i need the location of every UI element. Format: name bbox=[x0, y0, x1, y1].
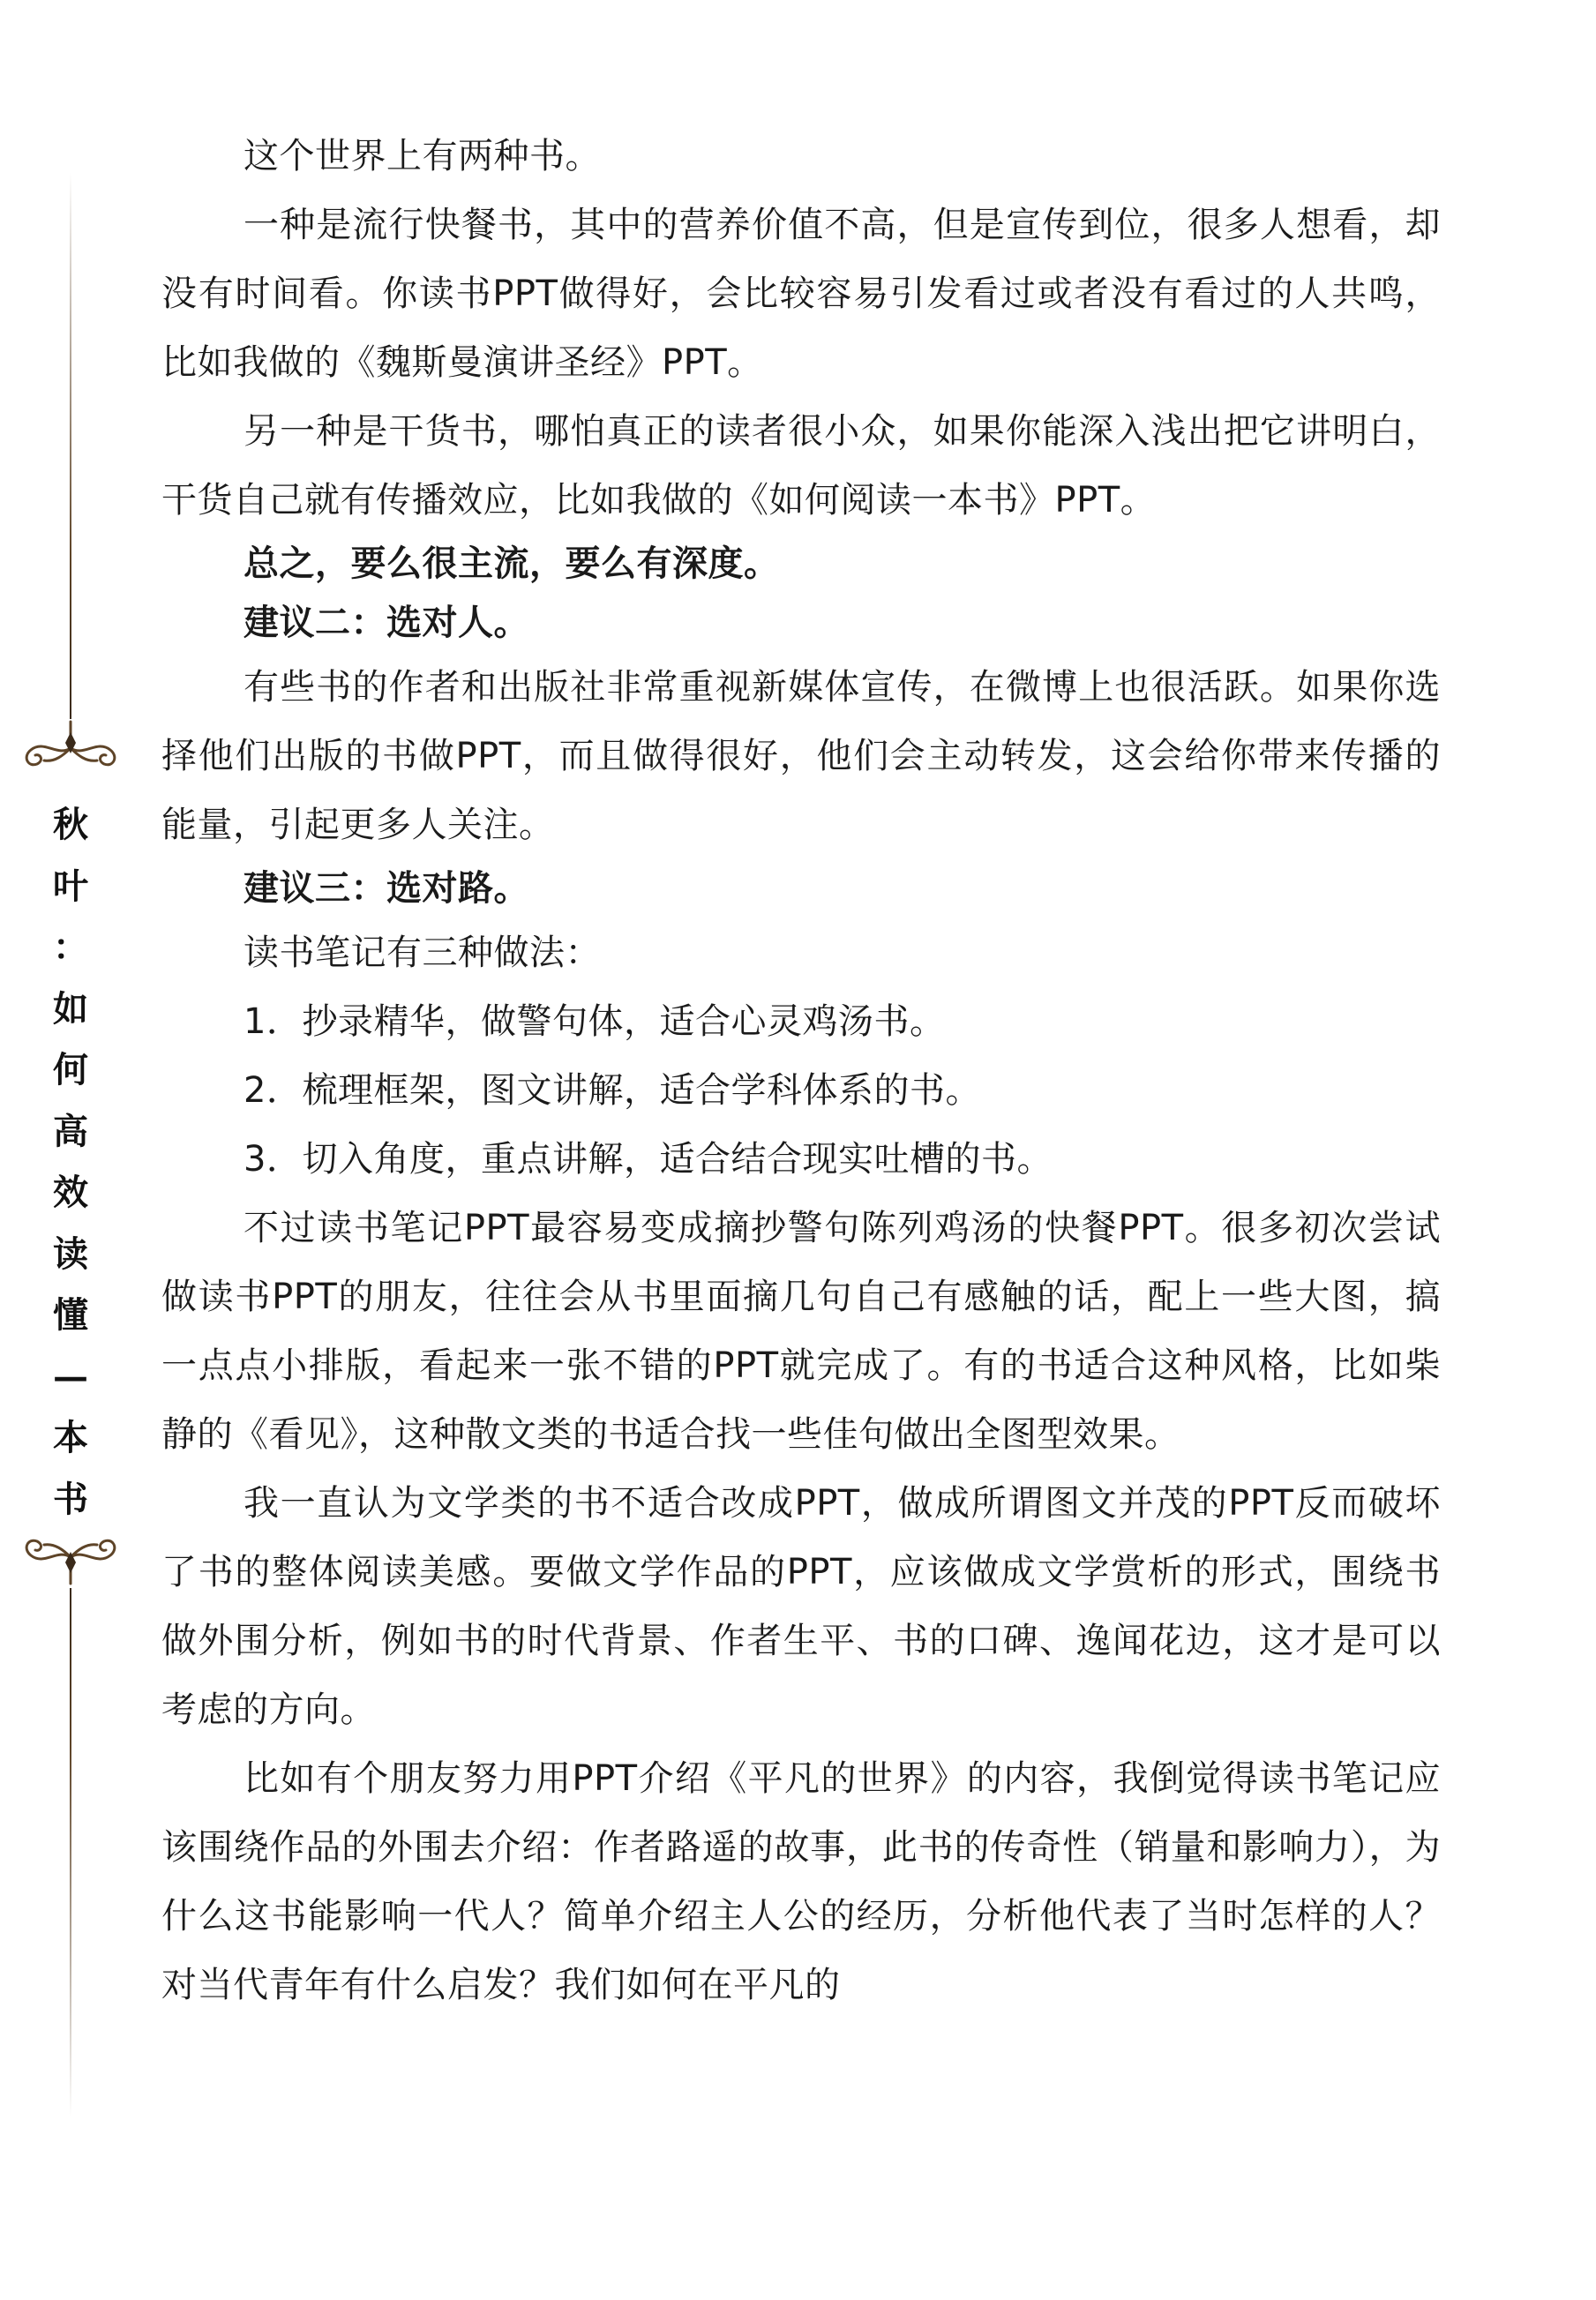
list-item: 3．切入角度，重点讲解，适合结合现实吐槽的书。 bbox=[244, 1139, 1053, 1180]
section-heading: 建议二：选对人。 bbox=[244, 603, 529, 643]
title-char: — bbox=[53, 1355, 88, 1397]
title-char: 读 bbox=[53, 1232, 88, 1275]
summary-heading: 总之，要么很主流，要么有深度。 bbox=[244, 543, 780, 584]
title-char: ： bbox=[53, 926, 88, 968]
article-body bbox=[161, 122, 1441, 2019]
list-item: 2．梳理框架，图文讲解，适合学科体系的书。 bbox=[244, 1070, 981, 1111]
scroll-ornament-icon bbox=[9, 713, 132, 783]
paragraph: 不过读书笔记PPT最容易变成摘抄警句陈列鸡汤的快餐PPT。很多初次尝试做读书PPT的朋友，往往会从书里面摘几句自己有感触的话，配上一些大图，搞一点点小排版，看起来一张不错的PPT就完成了。有的书适合这种风格，比如柴静的《看见》，这种散文类的书适合找一些佳句做出全图型效果。 bbox=[161, 1208, 1441, 1455]
title-char: 本 bbox=[53, 1417, 88, 1458]
paragraph: 另一种是干货书，哪怕真正的读者很小众，如果你能深入浅出把它讲明白，干货自己就有传播效应，比如我做的《如何阅读一本书》PPT。 bbox=[161, 411, 1441, 521]
title-char: 高 bbox=[53, 1110, 88, 1152]
paragraph: 比如有个朋友努力用PPT介绍《平凡的世界》的内容，我倒觉得读书笔记应该围绕作品的外围去介绍：作者路遥的故事，此书的传奇性（销量和影响力），为什么这书能影响一代人？简单介绍主人公的经历，分析他代表了当时怎样的人？对当代青年有什么启发？我们如何在平凡的 bbox=[161, 1758, 1441, 2005]
title-char: 效 bbox=[53, 1172, 88, 1213]
paragraph: 这个世界上有两种书。 bbox=[244, 136, 601, 176]
title-char: 叶 bbox=[53, 865, 88, 907]
title-char: 秋 bbox=[53, 804, 88, 845]
sidebar-decoration bbox=[0, 0, 141, 2300]
title-char: 何 bbox=[53, 1049, 88, 1090]
title-char: 书 bbox=[53, 1478, 88, 1520]
section-heading: 建议三：选对路。 bbox=[244, 868, 529, 909]
paragraph: 一种是流行快餐书，其中的营养价值不高，但是宣传到位，很多人想看，却没有时间看。你读书PPT做得好，会比较容易引发看过或者没有看过的人共鸣，比如我做的《魏斯曼演讲圣经》PPT。 bbox=[161, 205, 1441, 383]
paragraph: 我一直认为文学类的书不适合改成PPT，做成所谓图文并茂的PPT反而破坏了书的整体阅读美感。要做文学作品的PPT，应该做成文学赏析的形式，围绕书做外围分析，例如书的时代背景、作者生平、书的口碑、逸闻花边，这才是可以考虑的方向。 bbox=[161, 1483, 1441, 1730]
paragraph: 有些书的作者和出版社非常重视新媒体宣传，在微博上也很活跃。如果你选择他们出版的书做PPT，而且做得很好，他们会主动转发，这会给你带来传播的能量，引起更多人关注。 bbox=[161, 667, 1441, 845]
list-item: 1．抄录精华，做警句体，适合心灵鸡汤书。 bbox=[244, 1001, 946, 1042]
sidebar-rule-top bbox=[70, 172, 71, 719]
title-char: 懂 bbox=[53, 1294, 88, 1336]
vertical-book-title bbox=[35, 794, 106, 1530]
paragraph: 读书笔记有三种做法： bbox=[244, 933, 601, 973]
sidebar-rule-bottom bbox=[70, 1588, 71, 2117]
title-char: 如 bbox=[53, 987, 88, 1030]
scroll-ornament-icon bbox=[9, 1522, 132, 1592]
